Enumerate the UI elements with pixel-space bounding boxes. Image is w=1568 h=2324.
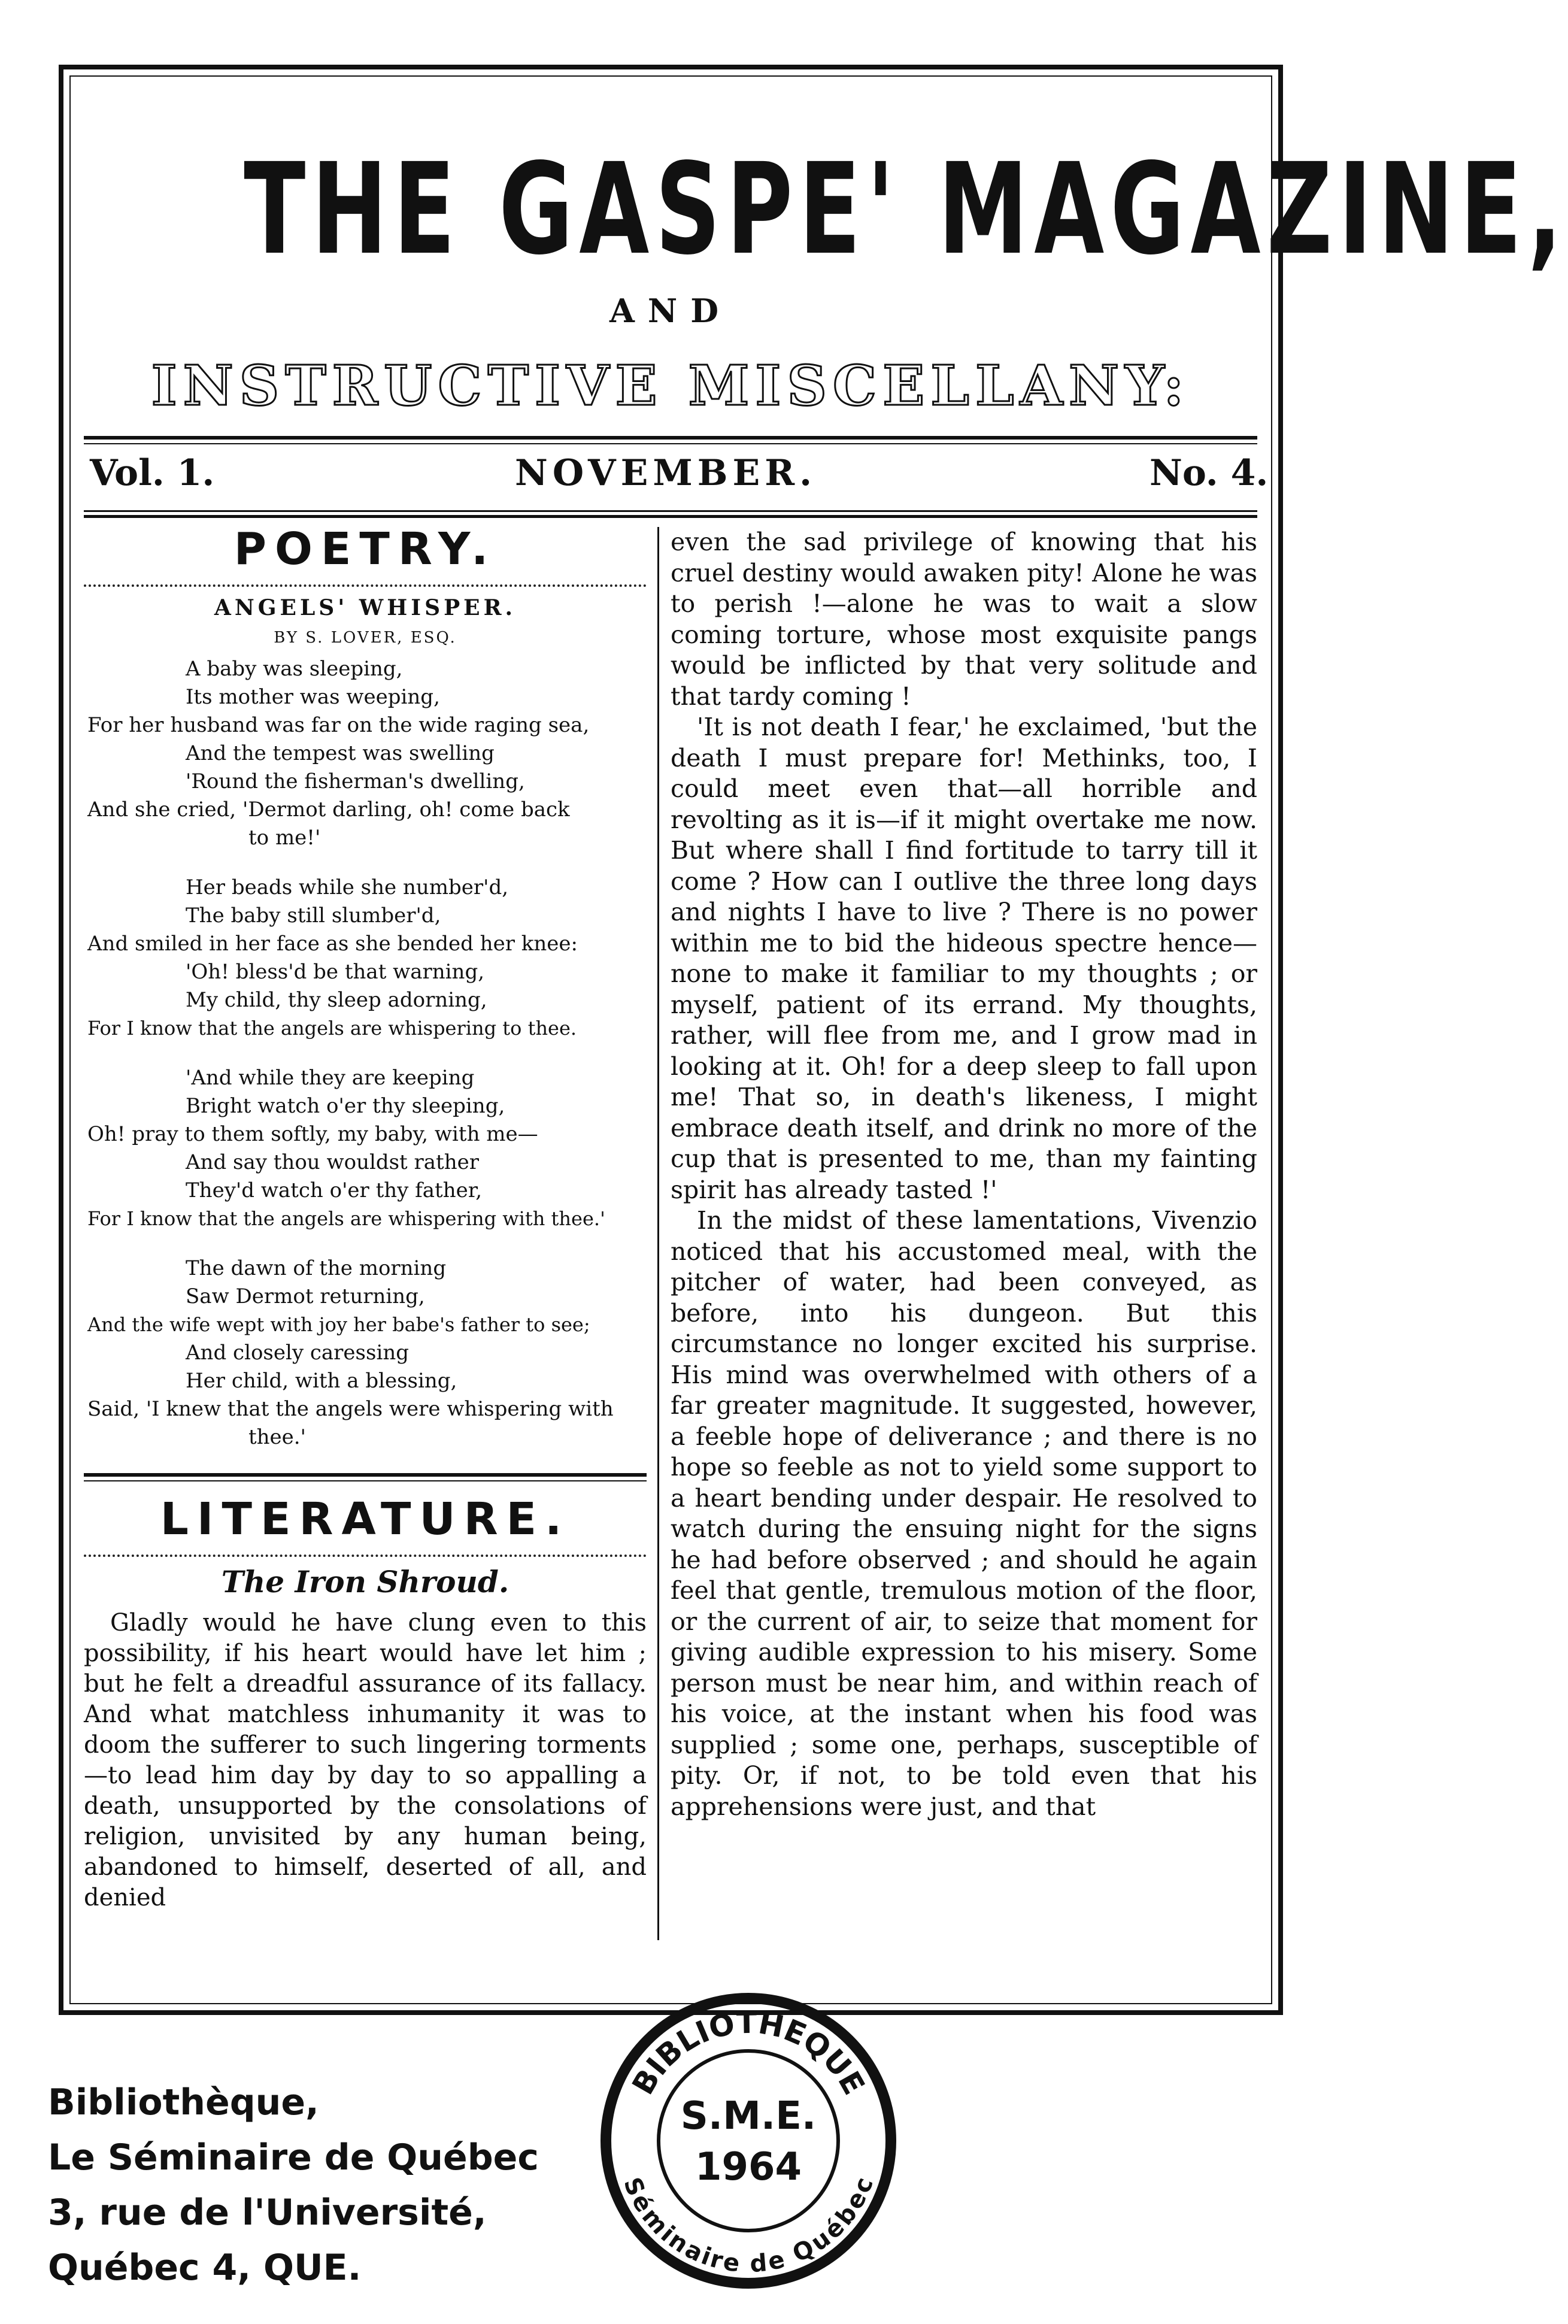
poem-line: thee.' — [248, 1425, 306, 1449]
issue-rule-bottom — [84, 510, 1257, 512]
poem-byline: BY S. LOVER, ESQ. — [274, 629, 457, 647]
poem-line: The baby still slumber'd, — [186, 904, 441, 928]
poem-line: And say thou wouldst rather — [186, 1150, 479, 1174]
poem-line: And the wife wept with joy her babe's father to see; — [87, 1313, 590, 1336]
issue-number: No. 4. — [1150, 452, 1269, 494]
issue-volume: Vol. 1. — [90, 452, 215, 494]
poem-line: And she cried, 'Dermot darling, oh! come back — [87, 798, 570, 822]
seal-center-line2: 1964 — [694, 2145, 802, 2189]
section-divider — [84, 1473, 647, 1481]
story-title: The Iron Shroud. — [221, 1564, 509, 1599]
masthead-rule-top — [84, 436, 1257, 440]
poem-line: The dawn of the morning — [186, 1256, 447, 1280]
poem-line: Oh! pray to them softly, my baby, with me— — [87, 1122, 538, 1146]
poem-line: A baby was sleeping, — [186, 657, 403, 681]
poem-line: 'Oh! bless'd be that warning, — [186, 960, 485, 984]
stamp-line: Le Séminaire de Québec — [48, 2137, 539, 2178]
story-text-left — [84, 1608, 647, 1913]
right-column — [671, 527, 1257, 1822]
poem-line: For I know that the angels are whispering to thee. — [87, 1017, 577, 1040]
poem-line: 'Round the fisherman's dwelling, — [186, 769, 525, 793]
poem-line: My child, thy sleep adorning, — [186, 988, 487, 1012]
literature-heading-rule — [84, 1547, 647, 1557]
story-paragraph: even the sad privilege of knowing that his cruel destiny would awaken pity! Alone he was to perish !—alone he was to wait a slow coming torture, whose most exquisite pangs would be inflicted by that very solitude and that tardy coming ! — [671, 528, 1257, 711]
poem-stanza-1 — [84, 655, 647, 852]
poem-line: 'And while they are keeping — [186, 1066, 475, 1090]
issue-rule-bottom-thick — [84, 515, 1257, 518]
stamp-line: 3, rue de l'Université, — [48, 2192, 487, 2234]
stamp-line: Québec 4, QUE. — [48, 2247, 362, 2289]
poem-line: Her beads while she number'd, — [186, 875, 509, 899]
poem-line: And closely caressing — [186, 1341, 409, 1365]
poem-title: ANGELS' WHISPER. — [214, 595, 517, 620]
poem-stanza-2 — [84, 874, 647, 1043]
masthead-subtitle: INSTRUCTIVE MISCELLANY: — [151, 353, 1190, 418]
masthead-rule-top-thin — [84, 443, 1257, 444]
masthead-title: THE GASPE' MAGAZINE, — [244, 136, 1568, 283]
column-divider — [657, 527, 659, 1940]
poem-line: They'd watch o'er thy father, — [186, 1178, 483, 1202]
poem-line: And smiled in her face as she bended her knee: — [87, 932, 578, 956]
left-column — [84, 523, 647, 1913]
seal-bottom-text: Séminaire de Québec — [618, 2173, 879, 2278]
literature-heading: LITERATURE. — [160, 1493, 571, 1545]
story-paragraph: In the midst of these lamentations, Vivenzio noticed that his accustomed meal, with the pitcher of water, had been conveyed, as before, into his dungeon. But this circumstance no longer excited his surprise. His mind was overwhelmed with others of a far greater magnitude. It suggested, however, a feeble hope of deliverance ; and there is no hope so feeble as not to yield some support to a heart bending under despair. He resolved to watch during the ensuing night for the signs he had before observed ; and should he again feel that gentle, tremulous motion of the floor, or the current of air, to seize that moment for giving audible expression to his misery. Some person must be near him, and within reach of his voice, at the instant when his food was supplied ; some one, perhaps, susceptible of pity. Or, if not, to be told even that his apprehensions were just, and that — [671, 1206, 1257, 1821]
poem-line: Bright watch o'er thy sleeping, — [186, 1094, 505, 1118]
poem-line: Said, 'I knew that the angels were whispering with — [87, 1397, 614, 1421]
poem-stanza-3 — [84, 1064, 647, 1233]
poem-line: Its mother was weeping, — [186, 685, 440, 709]
poem-line: Saw Dermot returning, — [186, 1284, 425, 1308]
seal-top-text: BIBLIOTHEQUE — [625, 2005, 872, 2101]
poetry-heading-rule — [84, 577, 647, 587]
library-address-stamp — [48, 2075, 539, 2295]
story-paragraph: 'It is not death I fear,' he exclaimed, 'but the death I must prepare for! Methinks, too, I could meet even that—all horrible and revolting as it is—if it might overtake me now. But where shall I find fortitude to tarry till it come ? How can I outlive the three long days and nights I have to live ? There is no power within me to bid the hideous spectre hence—none to make it familiar to my thoughts ; or myself, patient of its errand. My thoughts, rather, will flee from me, and I grow mad in looking at it. Oh! for a deep sleep to fall upon me! That so, in death's likeness, I might embrace death itself, and drink no more of the cup that is presented to me, than my fainting spirit has already tasted !' — [671, 713, 1257, 1204]
poem-line: Her child, with a blessing, — [186, 1369, 457, 1393]
issue-month: NOVEMBER. — [515, 452, 817, 494]
poem-line: For her husband was far on the wide raging sea, — [87, 713, 590, 737]
story-paragraph: Gladly would he have clung even to this possibility, if his heart would have let him ; but he felt a dreadful assurance of its fallacy. And what matchless inhumanity it was to doom the sufferer to such lingering torments—to lead him day by day to so appalling a death, unsupported by the consolations of religion, unvisited by any human being, abandoned to himself, deserted of all, and denied — [84, 1609, 647, 1911]
stamp-line: Bibliothèque, — [48, 2081, 319, 2123]
poem-line: For I know that the angels are whispering with thee.' — [87, 1207, 605, 1230]
poem-stanza-4 — [84, 1255, 647, 1452]
poem-line: And the tempest was swelling — [186, 741, 495, 765]
poem-line: to me!' — [248, 826, 321, 850]
seal-center-line1: S.M.E. — [680, 2094, 817, 2138]
poetry-heading: POETRY. — [233, 523, 497, 575]
masthead-and: AND — [609, 292, 732, 330]
library-seal-stamp — [599, 1991, 898, 2290]
